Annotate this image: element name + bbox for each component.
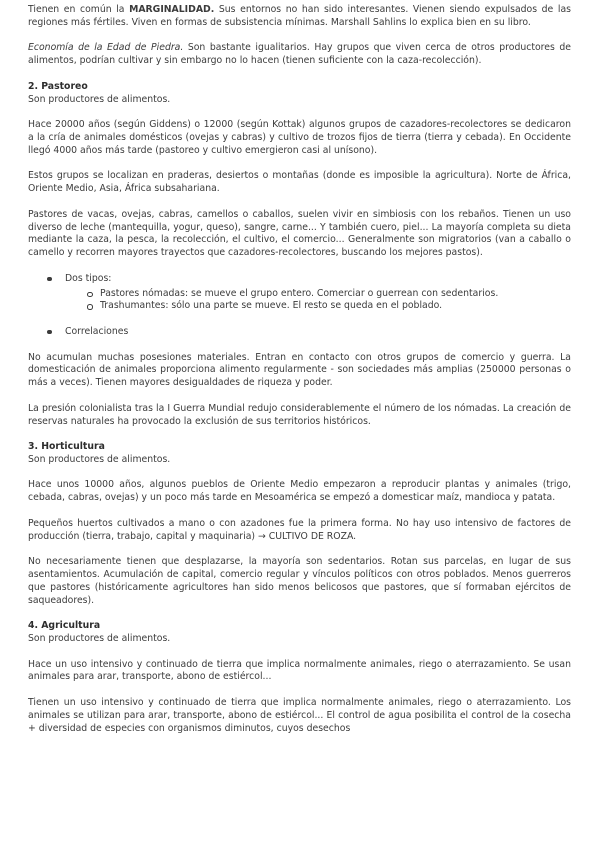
section-pastoreo <box>28 81 571 429</box>
paragraph-text: Tienen en común la <box>28 4 130 15</box>
bullet-icon <box>47 277 52 282</box>
paragraph: No necesariamente tienen que desplazarse, la mayoría son sedentarios. Rotan sus parcelas, en lugar de sus asentamientos. Acumulación de capital, comercio regular y vínculos políticos con otros poblados. Menos guerreros que pastores (históricamente agricultores han sido menos belicosos que pastores, que sí formaban ejércitos de saqueadores). <box>28 556 571 606</box>
paragraph: La presión colonialista tras la I Guerra Mundial redujo considerablemente el número de los nómadas. La creación de reservas naturales ha provocado la exclusión de sus territorios históricos. <box>28 402 571 427</box>
paragraph: Pequeños huertos cultivados a mano o con azadones fue la primera forma. No hay uso intensivo de factores de producción (tierra, trabajo, capital y maquinaria) → CULTIVO DE ROZA. <box>28 517 571 542</box>
section-heading: 4. Agricultura <box>28 620 101 632</box>
hollow-bullet-icon <box>87 292 93 298</box>
list-item <box>65 300 571 313</box>
paragraph: No acumulan muchas posesiones materiales. Entran en contacto con otros grupos de comercio y guerra. La domesticación de animales proporciona alimento regularmente - son sociedades más amplias (250000 personas o más a veces). Tienen mayores desigualdades de riqueza y poder. <box>28 351 571 389</box>
list-item-text: Pastores nómadas: se mueve el grupo entero. Comerciar o guerrean con sedentarios. <box>100 287 499 299</box>
paragraph: Pastores de vacas, ovejas, cabras, camellos o caballos, suelen vivir en simbiosis con los rebaños. Tienen un uso diverso de leche (mantequilla, yogur, queso), sangre, carne... Y también cuero, piel... La mayoría completa su dieta mediante la caza, la pesca, la recolección, el cultivo, el comercio... Generalmente son migratorios (van a caballo o camello y recorren mayores trayectos que cazadores-recolectores, buscando los mejores pastos). <box>28 208 571 259</box>
section-subtitle: Son productores de alimentos. <box>28 633 171 645</box>
section-agricultura <box>28 620 571 735</box>
paragraph: Hace unos 10000 años, algunos pueblos de Oriente Medio empezaron a reproducir plantas y animales (trigo, cebada, cabras, ovejas) y un poco más tarde en Mesoamérica se empezó a domesticar maíz, mandioca y patata. <box>28 479 571 504</box>
bullet-list <box>28 326 571 339</box>
list-item <box>65 288 571 301</box>
paragraph: Tienen un uso intensivo y continuado de tierra que implica normalmente animales, riego o aterrazamiento. Los animales se utilizan para arar, transporte, abono de estiércol... El control de agua posibilita el control de la cosecha + diversidad de especies con organismos diminutos, cuyos desechos <box>28 697 571 734</box>
list-item-label: Dos tipos: <box>65 272 112 284</box>
sub-bullet-list <box>65 288 571 314</box>
paragraph-text: Son bastante igualitarios. Hay grupos que viven cerca de otros productores de alimentos, podrían cultivar y sin embargo no lo hacen (tienen suficiente con la caza-recolección). <box>28 42 571 67</box>
paragraph: Estos grupos se localizan en praderas, desiertos o montañas (donde es imposible la agricultura). Norte de África, Oriente Medio, Asia, África subsahariana. <box>28 170 571 195</box>
paragraph-marginalidad <box>28 4 571 30</box>
marginalidad-emphasis: MARGINALIDAD. <box>129 4 215 15</box>
section-subtitle: Son productores de alimentos. <box>28 93 171 105</box>
section-heading: 3. Horticultura <box>28 441 105 453</box>
hollow-bullet-icon <box>87 304 93 310</box>
list-item <box>28 326 571 339</box>
section-subtitle: Son productores de alimentos. <box>28 453 171 465</box>
paragraph-economia <box>28 42 571 68</box>
paragraph: Hace 20000 años (según Giddens) o 12000 (según Kottak) algunos grupos de cazadores-recolectores se dedicaron a la cría de animales domésticos (ovejas y cabras) y cultivo de trozos fijos de tierra (tierra y cebada). En Occidente llegó 4000 años más tarde (pastoreo y cultivo emergieron casi al unísono). <box>28 119 571 156</box>
section-heading: 2. Pastoreo <box>28 80 88 92</box>
paragraph: Hace un uso intensivo y continuado de tierra que implica normalmente animales, riego o aterrazamiento. Se usan animales para arar, transporte, abono de estiércol... <box>28 658 571 683</box>
section-horticultura <box>28 441 571 607</box>
list-item-label: Correlaciones <box>65 325 129 337</box>
bullet-icon <box>47 330 52 335</box>
book-title: Economía de la Edad de Piedra. <box>28 42 184 54</box>
list-item-text: Trashumantes: sólo una parte se mueve. El resto se queda en el poblado. <box>100 300 443 312</box>
paragraph-text: Sus entornos no han sido interesantes. Vienen siendo expulsados de las regiones más fértiles. Viven en formas de subsistencia mínimas. Marshall Sahlins lo explica bien en su libro. <box>28 4 571 28</box>
list-item <box>28 273 571 313</box>
bullet-list <box>28 273 571 313</box>
